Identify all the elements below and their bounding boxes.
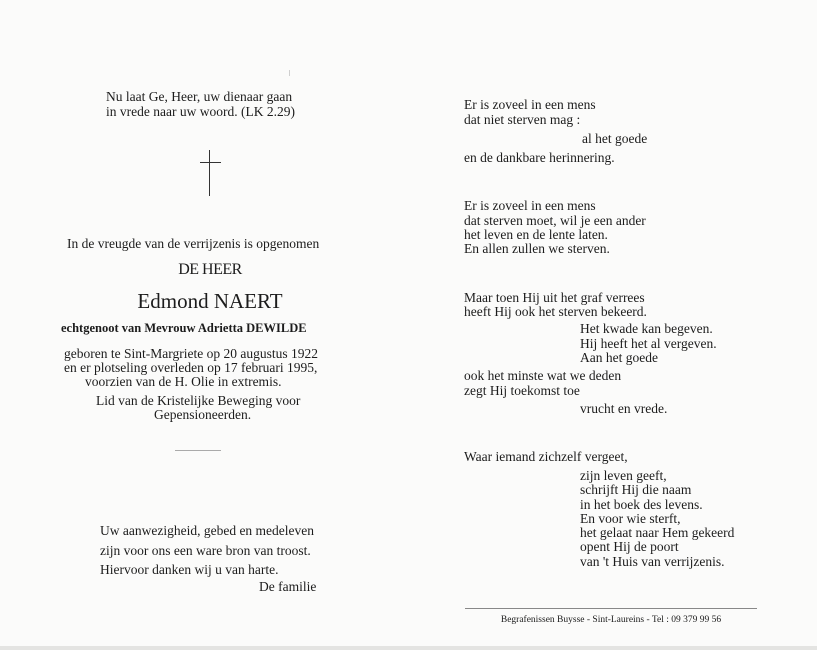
bio-line-1: geboren te Sint-Margriete op 20 augustus 1922 [64,346,318,361]
thanks-line-1: Uw aanwezigheid, gebed en medeleven [100,523,315,538]
poem-line: Waar iemand zichzelf vergeet, [464,449,628,464]
divider [175,450,221,451]
poem-line: in het boek des levens. [580,497,703,512]
poem-line: vrucht en vrede. [580,401,668,416]
poem-line: Maar toen Hij uit het graf verrees [464,290,645,305]
funeral-home-footer: Begrafenissen Buysse - Sint-Laureins - Tel : 09 379 99 56 [500,615,722,625]
poem-line: zegt Hij toekomst toe [464,383,580,398]
honorific: DE HEER [178,261,242,278]
poem-line: dat sterven moet, wil je een ander [464,213,646,228]
signature: De familie [259,579,317,594]
poem-line: van 't Huis van verrijzenis. [580,554,725,569]
poem-line: het gelaat naar Hem gekeerd [580,525,735,540]
poem-line: Er is zoveel in een mens [464,97,596,112]
poem-line: het leven en de lente laten. [464,227,608,242]
membership-line-2: Gepensioneerden. [154,407,252,422]
poem-line: Er is zoveel in een mens [464,198,596,213]
poem-line: en de dankbare herinnering. [464,150,615,165]
poem-line: schrijft Hij die naam [580,482,692,497]
thanks-line-3: Hiervoor danken wij u van harte. [100,562,279,577]
spouse-line: echtgenoot van Mevrouw Adrietta DEWILDE [61,321,307,335]
bio-line-2: en er plotseling overleden op 17 februari 1995, [64,360,318,375]
poem-line: al het goede [582,131,648,146]
footer-divider [465,608,757,609]
poem-line: Hij heeft het al vergeven. [580,336,717,351]
membership-line-1: Lid van de Kristelijke Beweging voor [96,393,301,408]
verse-line-2: in vrede naar uw woord. (LK 2.29) [106,104,295,119]
poem-line: Het kwade kan begeven. [580,321,713,336]
poem-line: ook het minste wat we deden [464,368,622,383]
intro-line: In de vreugde van de verrijzenis is opgenomen [67,236,320,251]
bio-line-3: voorzien van de H. Olie in extremis. [85,374,282,389]
verse-line-1: Nu laat Ge, Heer, uw dienaar gaan [106,89,293,104]
poem-line: opent Hij de poort [580,539,679,554]
card-edge [0,646,817,650]
poem-line: dat niet sterven mag : [464,112,581,127]
poem-line: Aan het goede [580,350,658,365]
poem-line: heeft Hij ook het sterven bekeerd. [464,304,647,319]
poem-line: zijn leven geeft, [580,468,667,483]
poem-line: En voor wie sterft, [580,511,681,526]
deceased-name: Edmond NAERT [137,289,283,313]
thanks-line-2: zijn voor ons een ware bron van troost. [100,543,311,558]
poem-line: En allen zullen we sterven. [464,241,610,256]
fold-mark [289,70,290,76]
